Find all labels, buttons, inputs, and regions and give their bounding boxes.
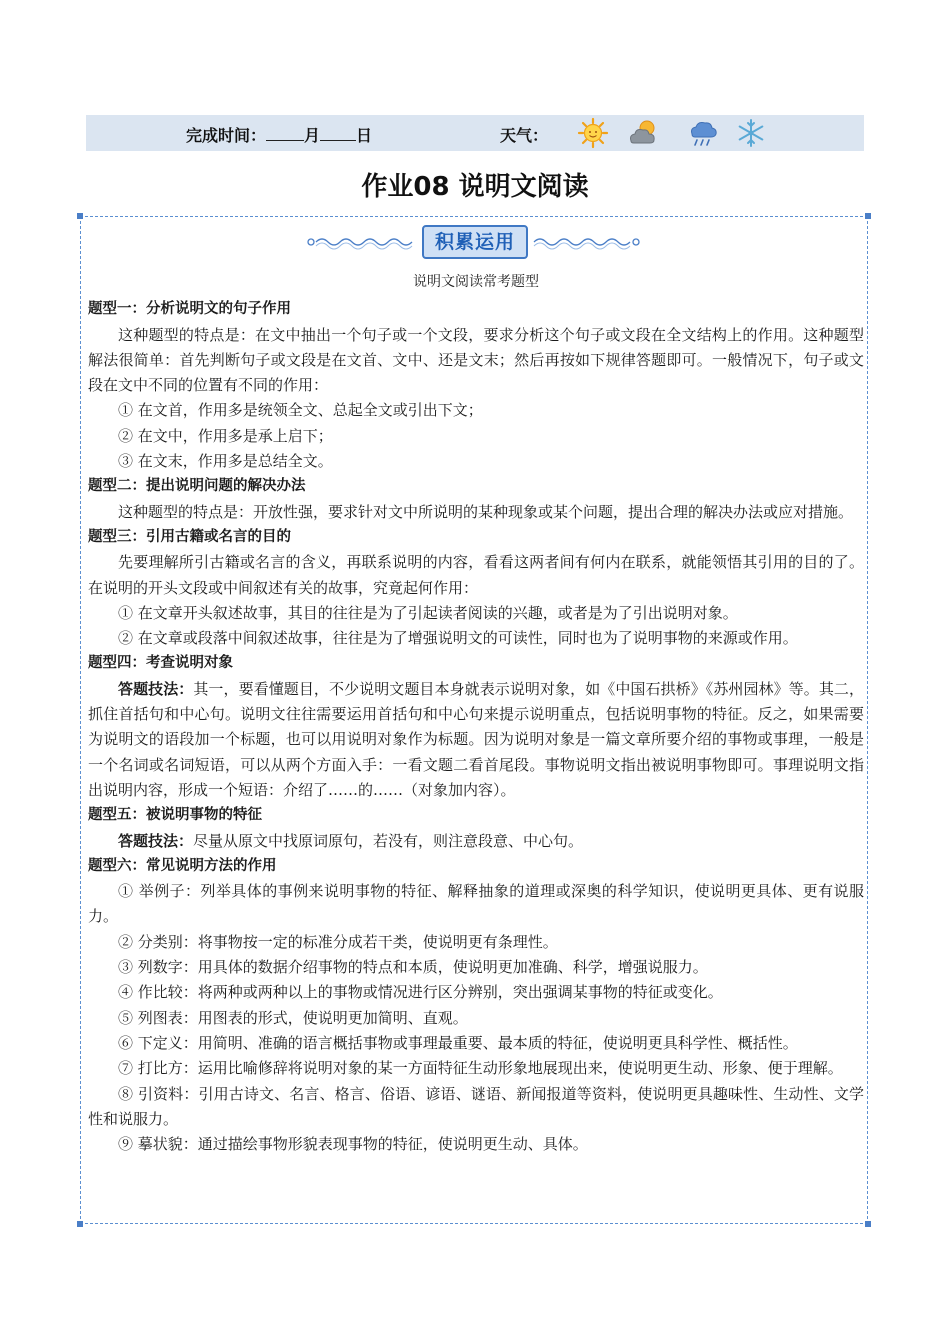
section-paragraph — [88, 677, 864, 803]
paragraph-text: 先要理解所引古籍或名言的含义，再联系说明的内容，看看这两者间有何内在联系，就能领悟其引用的目的了。在说明的开头文段或中间叙述有关的故事，究竟起何作用： — [88, 553, 864, 597]
section-paragraph — [88, 955, 864, 980]
time-label: 完成时间： — [186, 126, 267, 145]
frame-corner — [77, 213, 83, 219]
section-paragraph — [88, 398, 864, 423]
paragraph-text: ① 在文章开头叙述故事，其目的往往是为了引起读者阅读的兴趣，或者是为了引出说明对象。 — [118, 603, 738, 622]
section-heading: 题型五：被说明事物的特征 — [88, 807, 262, 824]
content-body — [88, 270, 864, 1157]
right-wave-decoration — [530, 231, 642, 253]
section-heading: 题型一：分析说明文的句子作用 — [88, 301, 291, 318]
paragraph-text: ⑦ 打比方：运用比喻修辞将说明对象的某一方面特征生动形象地展现出来，使说明更生动、形象、便于理解。 — [118, 1059, 843, 1078]
frame-corner — [865, 213, 871, 219]
section-paragraph — [88, 601, 864, 626]
section-paragraph — [88, 829, 864, 854]
page-title: 作业08 说明文阅读 — [361, 172, 589, 202]
paragraph-text: ② 分类别：将事物按一定的标准分成若干类，使说明更有条理性。 — [118, 932, 558, 951]
rain-cloud-icon[interactable] — [686, 117, 720, 149]
paragraph-text: 尽量从原文中找原词原句，若没有，则注意段意、中心句。 — [193, 831, 584, 850]
section-paragraph — [88, 550, 864, 601]
paragraph-text: ① 举例子：列举具体的事例来说明事物的特征、解释抽象的道理或深奥的科学知识，使说明更具体、更有说服力。 — [88, 882, 864, 926]
section-heading: 题型四：考查说明对象 — [88, 655, 233, 672]
paragraph-text: ⑤ 列图表：用图表的形式，使说明更加简明、直观。 — [118, 1008, 468, 1027]
section-list — [88, 297, 864, 1157]
date-line — [186, 123, 372, 146]
paragraph-text: ⑨ 摹状貌：通过描绘事物形貌表现事物的特征，使说明更生动、具体。 — [118, 1135, 588, 1154]
section-paragraph — [88, 930, 864, 955]
paragraph-text: ① 在文首，作用多是统领全文、总起全文或引出下文； — [118, 401, 483, 420]
section-paragraph — [88, 1031, 864, 1056]
weather-label: 天气： — [500, 126, 549, 145]
section-paragraph — [88, 500, 864, 525]
paragraph-text: 这种题型的特点是：在文中抽出一个句子或一个文段，要求分析这个句子或文段在全文结构上的作用。这种题型解法很简单：首先判断句子或文段是在文首、文中、还是文末；然后再按如下规律答题即可。一般情况下，句子或文段在文中不同的位置有不同的作用： — [88, 325, 864, 395]
paragraph-text: ⑧ 引资料：引用古诗文、名言、格言、俗语、谚语、谜语、新闻报道等资料，使说明更具趣味性、生动性、文学性和说服力。 — [88, 1084, 864, 1128]
paragraph-text: ④ 作比较：将两种或两种以上的事物或情况进行区分辨别，突出强调某事物的特征或变化。 — [118, 983, 723, 1002]
section-paragraph — [88, 1132, 864, 1157]
section-paragraph — [88, 424, 864, 449]
subheading: 说明文阅读常考题型 — [413, 274, 539, 290]
paragraph-text: ③ 列数字：用具体的数据介绍事物的特点和本质，使说明更加准确、科学，增强说服力。 — [118, 958, 708, 977]
frame-corner — [77, 1221, 83, 1227]
paragraph-text: ② 在文中，作用多是承上启下； — [118, 426, 333, 445]
paragraph-text: ③ 在文末，作用多是总结全文。 — [118, 452, 333, 471]
answer-technique-label: 答题技法： — [118, 831, 194, 850]
accumulate-badge: 积累运用 — [422, 225, 528, 259]
paragraph-text: ② 在文章或段落中间叙述故事，往往是为了增强说明文的可读性，同时也为了说明事物的来源或作用。 — [118, 629, 798, 648]
section-paragraph — [88, 1006, 864, 1031]
month-blank[interactable] — [266, 126, 304, 141]
section-paragraph — [88, 1056, 864, 1081]
frame-corner — [865, 1221, 871, 1227]
month-label: 月 — [304, 126, 321, 145]
section-heading: 题型六：常见说明方法的作用 — [88, 857, 277, 874]
left-wave-decoration — [306, 231, 418, 253]
section-heading: 题型三：引用古籍或名言的目的 — [88, 528, 291, 545]
day-blank[interactable] — [320, 126, 356, 141]
paragraph-text: ⑥ 下定义：用简明、准确的语言概括事物或事理最重要、最本质的特征，使说明更具科学性、概括性。 — [118, 1033, 798, 1052]
sun-icon[interactable] — [576, 117, 610, 149]
header-bar — [86, 115, 864, 151]
answer-technique-label: 答题技法： — [118, 679, 194, 698]
section-paragraph — [88, 980, 864, 1005]
section-paragraph — [88, 449, 864, 474]
day-label: 日 — [356, 126, 373, 145]
paragraph-text: 其一，要看懂题目，不少说明文题目本身就表示说明对象，如《中国石拱桥》《苏州园林》等。其二，抓住首括句和中心句。说明文往往需要运用首括句和中心句来提示说明重点，包括说明事物的特征。反之，如果需要为说明文的语段加一个标题，也可以用说明对象作为标题。因为说明对象是一篇文章所要介绍的事物或事理，一般是一个名词或名词短语，可以从两个方面入手：一看文题二看首尾段。事物说明文指出被说明事物即可。事理说明文指出说明内容，形成一个短语：介绍了……的……（对象加内容）。 — [88, 679, 864, 799]
section-paragraph — [88, 1082, 864, 1133]
cloudy-sun-icon[interactable] — [626, 117, 660, 149]
section-paragraph — [88, 626, 864, 651]
snowflake-icon[interactable] — [734, 117, 768, 149]
paragraph-text: 这种题型的特点是：开放性强，要求针对文中所说明的某种现象或某个问题，提出合理的解决办法或应对措施。 — [118, 502, 854, 521]
section-heading: 题型二：提出说明问题的解决办法 — [88, 478, 306, 495]
section-paragraph — [88, 879, 864, 930]
section-paragraph — [88, 323, 864, 399]
badge-banner — [0, 225, 950, 261]
